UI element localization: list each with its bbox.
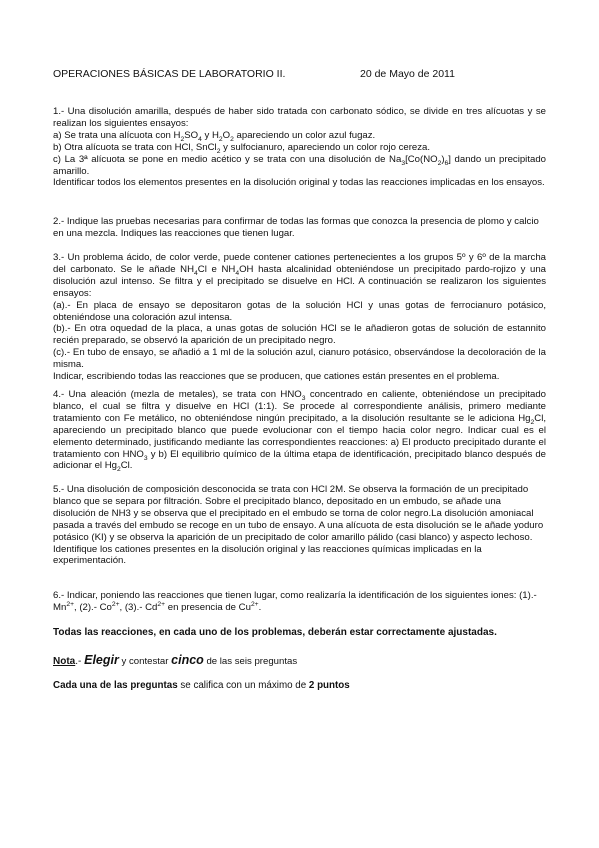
q3-assay-a: (a).- En placa de ensayo se depositaron gotas de la solución HCl y unas gotas de ferrocianuro potásico, obteniéndose una coloración azul intensa.	[53, 299, 546, 323]
q6-text	[53, 590, 546, 614]
q4-text-part: y b) El equilibrio químico de la última etapa de identificación, precipitado blanco después de adicionar el Hg	[53, 448, 546, 472]
q4-text-part: Cl, apareciendo un precipitado blanco que puede evolucionar con el tiempo hacia color negro. Indicar cual es el elemento determinado, justificando mediante las correspondientes reacciones: a) El producto precipitado durante el tratamiento con HNO	[53, 412, 546, 460]
nota-mid: y contestar	[118, 656, 172, 667]
subscript: 2	[530, 418, 535, 426]
subscript: 6	[444, 159, 449, 167]
q1-b-text: b) Otra alícuota se trata con HCl, SnCl	[53, 141, 217, 153]
choice-note	[53, 653, 297, 667]
q3-intro-text: OH hasta alcalinidad obteniéndose un precipitado pardo-rojizo y una disolución azul intenso. Se filtra y el precipitado se disuelve en HCl. A continuación se realizaron los siguientes ensayos:	[53, 263, 547, 299]
q6-text-part: , (3).- Cd	[119, 601, 158, 613]
nota-label: Nota	[53, 656, 76, 667]
subscript: 3	[143, 454, 148, 462]
question-6	[53, 590, 546, 614]
score-a: Cada una de las preguntas	[53, 680, 178, 691]
q4-text-part: concentrado en caliente, obteniéndose un precipitado blanco, el cual se filtra y disuelve en HCl (1:1). Se procede al correspondiente análisis, primero mediante tratamiento con Fe metálico, no obteniéndose ningún precipitado, a la disolución resultante se le adiciona Hg	[53, 389, 546, 424]
q4-text	[53, 389, 546, 472]
nota-dash: .-	[75, 656, 85, 667]
subscript: 4	[198, 135, 202, 143]
subscript: 3	[401, 159, 406, 167]
nota-elegir: Elegir	[84, 653, 119, 667]
q1-c-text: ] dando un precipitado amarillo.	[53, 153, 546, 177]
q1-assay-a	[53, 130, 546, 142]
question-5	[53, 484, 546, 567]
q1-a-text: SO	[184, 129, 199, 141]
q1-c-text: [Co(NO	[405, 153, 438, 165]
q3-instruction: Indicar, escribiendo todas las reacciones que se producen, que cationes están presentes en el problema.	[53, 371, 500, 383]
q3-assay-c: (c).- En tubo de ensayo, se añadió a 1 ml de la solución azul, cianuro potásico, observándose la decoloración de la misma.	[53, 347, 546, 371]
question-2	[53, 216, 546, 240]
q5-instruction: Identifique los cationes presentes en la disolución original y las reacciones químicas implicadas en la experimentación.	[53, 543, 482, 567]
superscript: 2+	[250, 600, 259, 608]
subscript: 2	[437, 159, 442, 167]
score-c: 2 puntos	[308, 680, 350, 691]
q1-a-text: a) Se trata una alícuota con H	[53, 129, 181, 141]
q4-text-part: 4.- Una aleación (mezla de metales), se trata con HNO	[53, 389, 302, 400]
nota-cinco: cinco	[171, 653, 204, 667]
score-note	[53, 680, 350, 691]
q1-b-text: y sulfocianuro, apareciendo un color rojo cereza.	[220, 141, 431, 153]
q1-intro: 1.- Una disolución amarilla, después de haber sido tratada con carbonato sódico, se divide en tres alícuotas y se realizan los siguientes ensayos:	[53, 106, 546, 129]
exam-date: 20 de Mayo de 2011	[360, 68, 455, 80]
q6-text-part: , (2).- Co	[74, 601, 112, 613]
subscript: 2	[216, 147, 221, 155]
q6-text-part: 6.- Indicar, poniendo las reacciones que tienen lugar, como realizaría la identificación de los siguientes iones: (1).- Mn	[53, 590, 537, 613]
subscript: 4	[235, 269, 240, 277]
q4-text-part: Cl.	[120, 460, 133, 472]
superscript: 2+	[111, 600, 120, 608]
q3-intro-text: 3.- Un problema ácido, de color verde, puede contener cationes pertenecientes a los grupos 5º y 6º de la marcha del carbonato. Se le añade NH	[53, 252, 546, 275]
subscript: 2	[218, 135, 223, 143]
subscript: 3	[301, 394, 306, 402]
q1-instruction: Identificar todos los elementos presentes en la disolución original y todas las reacciones implicadas en los ensayos.	[53, 177, 545, 189]
reactions-note: Todas las reacciones, en cada uno de los problemas, deberán estar correctamente ajustadas.	[53, 627, 497, 638]
q6-text-part: en presencia de Cu	[165, 601, 251, 613]
q3-intro-text: Cl e NH	[197, 263, 236, 275]
nota-end: de las seis preguntas	[203, 656, 298, 667]
q2-text: 2.- Indique las pruebas necesarias para confirmar de todas las formas que conozca la presencia de plomo y calcio en una mezcla. Indiques las reacciones que tienen lugar.	[53, 216, 539, 239]
q1-assay-b	[53, 142, 546, 154]
q1-assay-c	[53, 154, 546, 178]
q5-text: 5.- Una disolución de composición desconocida se trata con HCl 2M. Se observa la formación de un precipitado blanco que se separa por filtración. Sobre el precipitado blanco, depositado en un embudo, se añade una disolución de NH3 y se observa que el precipitado en el embudo se torna de color negro.La disolución amoniacal pasada a través del embudo se recoge en un tubo de ensayo. A una alícuota de esta disolución se le añade yoduro potásico (KI) y se observa la aparición de un precipitado de color amarillo pálido (casi blanco) y aspecto lechoso.	[53, 484, 544, 543]
exam-title: OPERACIONES BÁSICAS DE LABORATORIO II.	[53, 68, 286, 80]
question-4	[53, 389, 546, 472]
q1-a-text: apareciendo un color azul fugaz.	[233, 129, 376, 141]
superscript: 2+	[66, 600, 74, 608]
q1-c-text: )	[441, 153, 445, 165]
subscript: 2	[230, 135, 234, 143]
subscript: 2	[117, 466, 121, 474]
superscript: 2+	[157, 600, 166, 608]
subscript: 4	[194, 269, 198, 277]
score-b: se califica con un máximo de	[177, 680, 309, 691]
question-1	[53, 106, 546, 189]
q1-a-text: O	[222, 129, 231, 141]
subscript: 2	[180, 135, 185, 143]
q1-a-text: y H	[201, 129, 219, 141]
q3-intro	[53, 252, 546, 300]
q1-c-text: c) La 3ª alícuota se pone en medio acético y se trata con una disolución de Na	[53, 153, 402, 165]
q6-text-part: .	[258, 601, 262, 613]
q3-assay-b: (b).- En otra oquedad de la placa, a unas gotas de solución HCl se le añadieron gotas de solución de estannito recién preparado, se observó la aparición de un precipitado negro.	[53, 323, 546, 347]
exam-header	[53, 68, 546, 80]
question-3	[53, 252, 546, 383]
